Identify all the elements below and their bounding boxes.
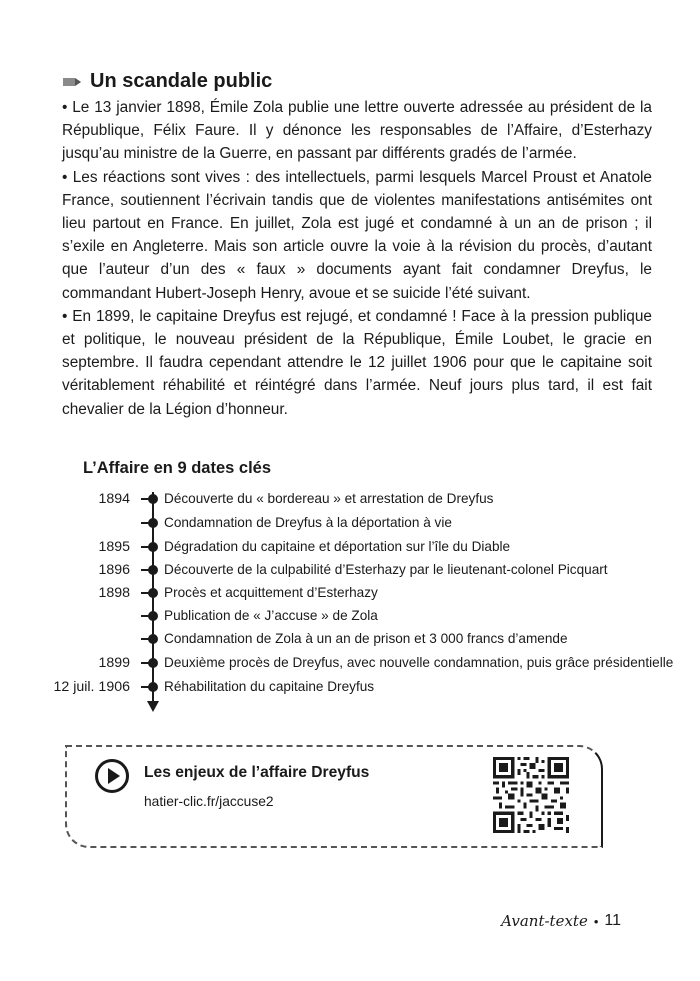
- footer-label: Avant-texte: [501, 912, 588, 930]
- timeline-dot: [148, 494, 158, 504]
- timeline-dot: [148, 518, 158, 528]
- timeline-event: Condamnation de Zola à un an de prison et 3 000 francs d’amende: [164, 631, 568, 646]
- media-title[interactable]: Les enjeux de l’affaire Dreyfus: [144, 764, 370, 781]
- paragraph: • En 1899, le capitaine Dreyfus est rejugé, et condamné ! Face à la pression publique et politique, le nouveau président de la République, Émile Loubet, le gracie en septembre. Il faudra cependant attendre le 12 juillet 1906 pour que le capitaine soit véritablement réhabilité et réintégré dans l’armée. Neuf jours plus tard, il est fait chevalier de la Légion d’honneur.: [62, 307, 652, 418]
- timeline-dot: [148, 682, 158, 692]
- pencil-arrow-icon: [62, 75, 82, 89]
- section-heading: [62, 70, 272, 93]
- timeline-year: 1896: [98, 562, 130, 578]
- paragraph: • Les réactions sont vives : des intellectuels, parmi lesquels Marcel Proust et Anatole France, soutiennent l’écrivain tandis que de violentes manifestations antisémites ont lieu partout en France. En juillet, Zola est jugé et condamné à un an de prison ; il s’exile en Angleterre. Mais son article ouvre la voie à la révision du procès, d’autant que l’auteur d’un des « faux » documents ayant fait condamner Dreyfus, le commandant Hubert-Joseph Henry, avoue et se suicide l’été suivant.: [62, 168, 652, 302]
- section-heading-text: Un scandale public: [90, 70, 273, 92]
- page-footer: [501, 912, 621, 930]
- timeline-arrow-icon: [147, 701, 159, 712]
- timeline-event: Deuxième procès de Dreyfus, avec nouvelle condamnation, puis grâce présidentielle: [164, 655, 674, 670]
- timeline-year: 1898: [98, 585, 130, 601]
- timeline-row: [0, 536, 690, 558]
- timeline-event: Réhabilitation du capitaine Dreyfus: [164, 679, 375, 694]
- timeline-event: Condamnation de Dreyfus à la déportation à vie: [164, 515, 452, 530]
- media-link[interactable]: hatier-clic.fr/jaccuse2: [144, 794, 274, 809]
- timeline-event: Publication de « J’accuse » de Zola: [164, 608, 378, 623]
- timeline-year: 1899: [98, 655, 130, 671]
- body-text: [62, 96, 652, 421]
- timeline-dot: [148, 542, 158, 552]
- timeline-event: Dégradation du capitaine et déportation sur l’île du Diable: [164, 539, 511, 554]
- timeline-row: [0, 605, 690, 627]
- timeline-event: Découverte de la culpabilité d’Esterhazy par le lieutenant-colonel Picquart: [164, 562, 608, 577]
- timeline-dot: [148, 565, 158, 575]
- timeline-dot: [148, 658, 158, 668]
- timeline-row: [0, 512, 690, 534]
- timeline-dot: [148, 634, 158, 644]
- timeline-title: L’Affaire en 9 dates clés: [83, 459, 272, 477]
- timeline-row: [0, 488, 690, 510]
- footer-bullet: •: [593, 913, 599, 929]
- timeline-dot: [148, 611, 158, 621]
- timeline-row: [0, 582, 690, 604]
- timeline-event: Procès et acquittement d’Esterhazy: [164, 585, 378, 600]
- play-icon[interactable]: [94, 758, 130, 794]
- timeline-row: [0, 652, 690, 674]
- qr-code-icon: [493, 757, 569, 833]
- timeline-row: [0, 676, 690, 698]
- timeline-event: Découverte du « bordereau » et arrestation de Dreyfus: [164, 491, 494, 506]
- timeline-year: 12 juil. 1906: [53, 679, 130, 695]
- timeline-row: [0, 559, 690, 581]
- timeline-year: 1894: [98, 491, 130, 507]
- timeline-year: 1895: [98, 539, 130, 555]
- timeline-row: [0, 628, 690, 650]
- timeline-dot: [148, 588, 158, 598]
- page-number: 11: [604, 912, 621, 929]
- paragraph: • Le 13 janvier 1898, Émile Zola publie une lettre ouverte adressée au président de la République, Félix Faure. Il y dénonce les responsables de l’Affaire, d’Esterhazy jusqu’au ministre de la Guerre, en passant par différents gradés de l’armée.: [62, 99, 652, 163]
